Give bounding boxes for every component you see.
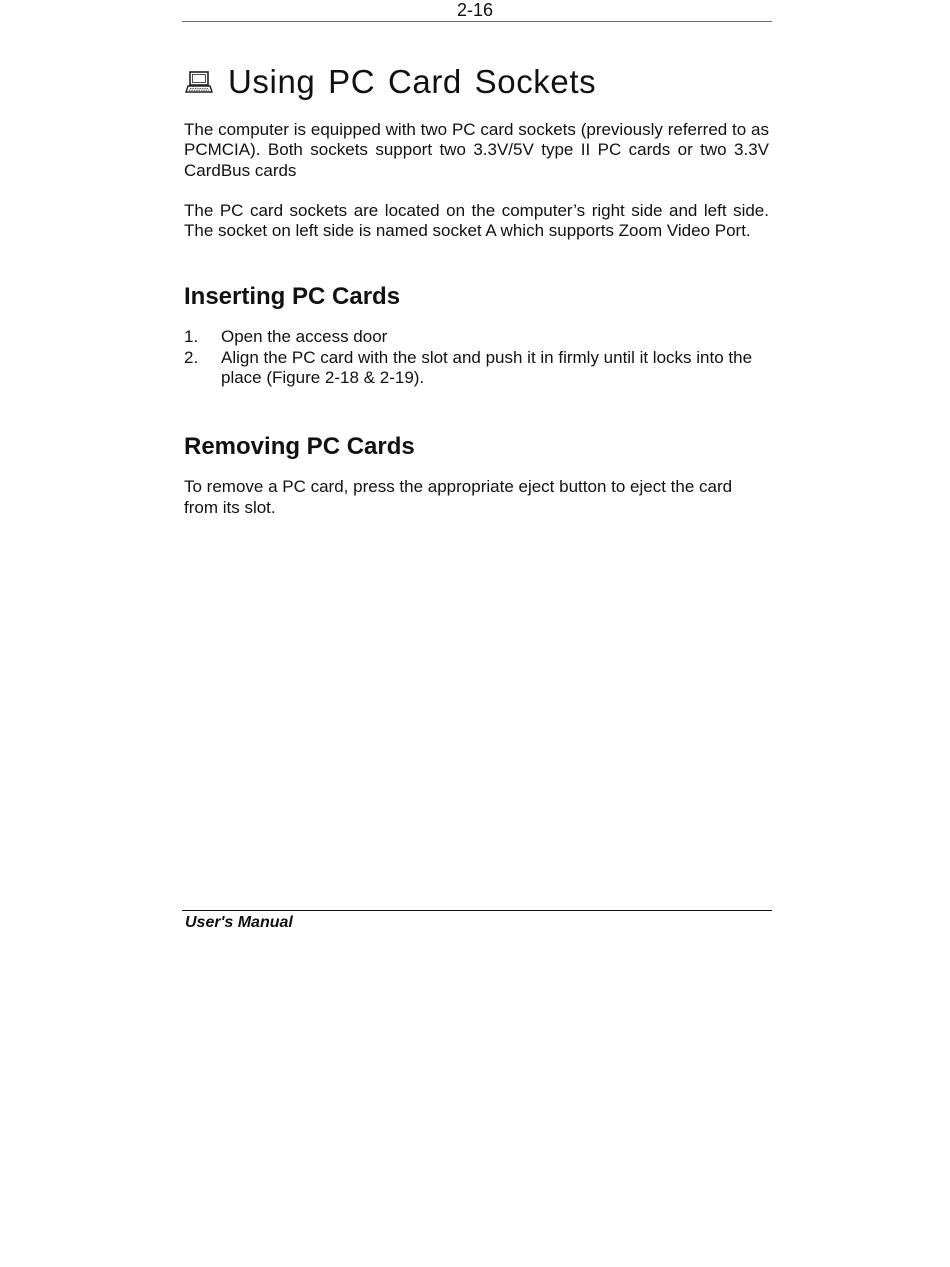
removing-heading: Removing PC Cards: [184, 433, 415, 461]
page-number: 2-16: [456, 0, 494, 20]
removing-paragraph: To remove a PC card, press the appropriate eject button to eject the card from its slot.: [184, 477, 733, 517]
step-text: Align the PC card with the slot and push it in firmly until it locks into the place (Figure 2-18 & 2-19).: [221, 347, 753, 388]
chapter-title: Using PC Card Sockets: [228, 63, 597, 100]
inserting-heading: Inserting PC Cards: [184, 283, 401, 311]
page-content: [184, 60, 769, 518]
intro-paragraph-1: The computer is equipped with two PC card sockets (previously referred to as PCMCIA). Both sockets support two 3.3V/5V type II PC cards or two 3.3V CardBus cards: [184, 120, 769, 180]
step-number: 2.: [184, 347, 199, 367]
footer-label: User's Manual: [185, 914, 293, 931]
chapter-heading: [184, 60, 769, 104]
inserting-steps: [184, 327, 769, 388]
header-divider: [182, 21, 772, 22]
step-text: Open the access door: [221, 327, 388, 347]
laptop-icon: [184, 67, 214, 97]
intro-paragraph-2: The PC card sockets are located on the computer’s right side and left side. The socket on left side is named socket A which supports Zoom Video Port.: [184, 200, 769, 241]
step-number: 1.: [184, 327, 199, 347]
list-item: [184, 348, 769, 389]
list-item: [184, 327, 769, 347]
footer-divider: [182, 910, 772, 911]
